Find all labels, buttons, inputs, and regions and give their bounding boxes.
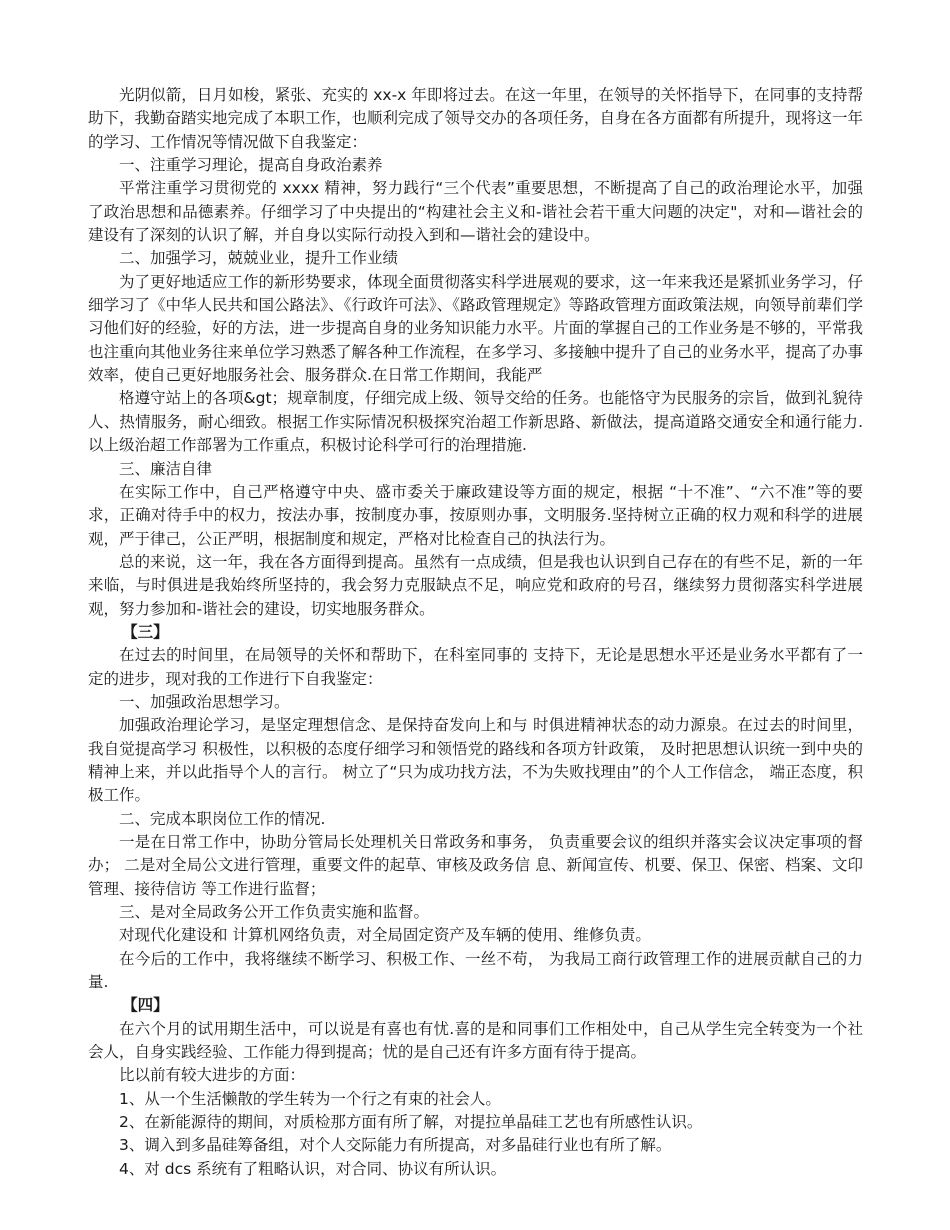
intro-paragraph: 光阴似箭，日月如梭，紧张、充实的 xx-x 年即将过去。在这一年里，在领导的关怀指导下，在同事的支持帮助下，我勤奋踏实地完成了本职工作，也顺利完成了领导交办的各项任务，自身在各方面都有所提升，现将这一年的学习、工作情况等情况做下自我鉴定： bbox=[88, 86, 864, 151]
list-item: 3、调入到多晶硅筹备组，对个人交际能力有所提高，对多晶硅行业也有所了解。 bbox=[119, 1136, 672, 1155]
document-body bbox=[88, 84, 863, 1181]
body-paragraph: 在六个月的试用期生活中，可以说是有喜也有忧.喜的是和同事们工作相处中，自己从学生完全转变为一个社会人，自身实践经验、工作能力得到提高；忧的是自己还有许多方面有待于提高。 bbox=[88, 1019, 863, 1062]
list-item: 1、从一个生活懒散的学生转为一个行之有束的社会人。 bbox=[119, 1089, 501, 1108]
section-heading-2: 二、加强学习，兢兢业业，提升工作业绩 bbox=[119, 249, 399, 268]
list-item: 4、对 dcs 系统有了粗略认识，对合同、协议有所认识。 bbox=[119, 1159, 507, 1178]
section-heading: 一、加强政治思想学习。 bbox=[119, 692, 290, 711]
body-paragraph: 格遵守站上的各项&gt；规章制度，仔细完成上级、领导交给的任务。也能恪守为民服务的宗旨，做到礼貌待人、热情服务，耐心细致。根据工作实际情况积极探究治超工作新思路、新做法，提高道路交通安全和通行能力.以上级治超工作部署为工作重点，积极讨论科学可行的治理措施. bbox=[88, 389, 863, 455]
body-paragraph: 比以前有较大进步的方面： bbox=[119, 1066, 306, 1085]
body-paragraph: 在实际工作中，自己严格遵守中央、盛市委关于廉政建设等方面的规定，根据 “十不准”、“六不准”等的要求，正确对待手中的权力，按法办事，按制度办事，按原则办事，文明服务.坚持树立正确的权力观和科学的进展观，严于律己，公正严明，根据制度和规定，严格对比检查自己的执法行为。 bbox=[88, 482, 863, 548]
body-paragraph: 在今后的工作中，我将继续不断学习、积极工作、一丝不苟， 为我局工商行政管理工作的进展贡献自己的力量. bbox=[88, 949, 863, 992]
section-heading: 二、完成本职岗位工作的情况. bbox=[119, 809, 326, 828]
section-heading-1: 一、注重学习理论，提高自身政治素养 bbox=[119, 156, 383, 175]
list-item: 2、在新能源待的期间，对质检那方面有所了解，对提拉单晶硅工艺也有所感性认识。 bbox=[119, 1113, 703, 1132]
body-paragraph: 对现代化建设和 计算机网络负责，对全局固定资产及车辆的使用、维修负责。 bbox=[119, 926, 651, 945]
body-paragraph: 一是在日常工作中，协助分管局长处理机关日常政务和事务， 负责重要会议的组织并落实会议决定事项的督办； 二是对全局公文进行管理，重要文件的起草、审核及政务信 息、新闻宣传、机要、保卫、保密、档案、文印管理、接待信访 等工作进行监督； bbox=[88, 833, 863, 898]
body-paragraph: 为了更好地适应工作的新形势要求，体现全面贯彻落实科学进展观的要求，这一年来我还是紧抓业务学习，仔细学习了《中华人民共和国公路法》、《行政许可法》、《路政管理规定》等路政管理方面政策法规，向领导前辈们学习他们好的经验，好的方法，进一步提高自身的业务知识能力水平。片面的掌握自己的工作业务是不够的，平常我也注重向其他业务往来单位学习熟悉了解各种工作流程，在多学习、多接触中提升了自己的业务水平，提高了办事效率，使自己更好地服务社会、服务群众.在日常工作期间，我能严 bbox=[88, 272, 864, 385]
body-paragraph: 平常注重学习贯彻党的 xxxx 精神，努力践行“三个代表”重要思想，不断提高了自己的政治理论水平，加强了政治思想和品德素养。仔细学习了中央提出的“构建社会主义和-谐社会若干重大问题的决定"，对和—谐社会的建设有了深刻的认识了解，并自身以实际行动投入到和—谐社会的建设中。 bbox=[88, 179, 863, 245]
part-marker-three: 【三】 bbox=[122, 622, 169, 641]
summary-paragraph: 总的来说，这一年，我在各方面得到提高。虽然有一点成绩，但是我也认识到自己存在的有些不足，新的一年来临，与时俱进是我始终所坚持的，我会努力克服缺点不足，响应党和政府的号召，继续努力贯彻落实科学进展观，努力参加和-谐社会的建设，切实地服务群众。 bbox=[88, 552, 864, 618]
body-paragraph: 在过去的时间里，在局领导的关怀和帮助下，在科室同事的 支持下，无论是思想水平还是业务水平都有了一定的进步，现对我的工作进行下自我鉴定： bbox=[88, 646, 863, 688]
section-heading-3: 三、廉洁自律 bbox=[119, 459, 213, 478]
body-paragraph: 三、是对全局政务公开工作负责实施和监督。 bbox=[119, 903, 430, 922]
body-paragraph: 加强政治理论学习，是坚定理想信念、是保持奋发向上和与 时俱进精神状态的动力源泉。在过去的时间里，我自觉提高学习 积极性，以积极的态度仔细学习和领悟党的路线和各项方针政策， 及时把思想认识统一到中央的精神上来，并以此指导个人的言行。 树立了“只为成功找方法，不为失败找理由”的个人工作信念， 端正态度，积极工作。 bbox=[88, 716, 863, 805]
part-marker-four: 【四】 bbox=[122, 996, 169, 1015]
